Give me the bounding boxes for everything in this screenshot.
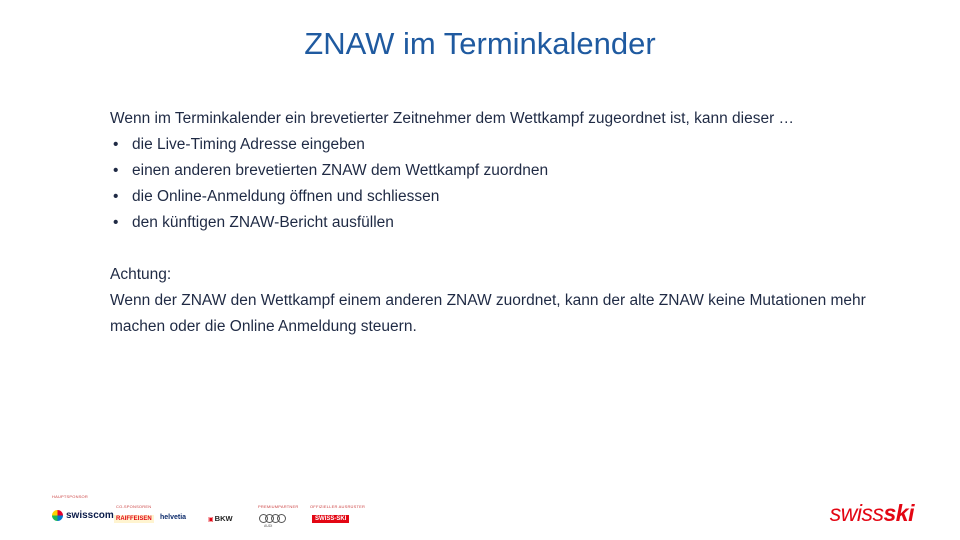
brand-bold-text: ski — [883, 500, 914, 526]
raiffeisen-logo: RAIFFEISEN — [116, 516, 152, 522]
swisscom-logo — [52, 510, 114, 521]
bullet-icon: • — [113, 162, 119, 179]
swiss-ski-logo — [830, 500, 914, 527]
list-item-text: die Online-Anmeldung öffnen und schliessen — [132, 188, 440, 205]
swisscom-mark-icon — [52, 510, 63, 521]
audi-logo-text: AUDI — [264, 524, 273, 528]
list-item — [110, 210, 870, 236]
list-item-text: einen anderen brevetierten ZNAW dem Wettkampf zuordnen — [132, 162, 549, 179]
sponsor-category-label: PREMIUMPARTNER — [258, 504, 299, 509]
note-text: Wenn der ZNAW den Wettkampf einem anderen ZNAW zuordnet, kann der alte ZNAW keine Mutationen mehr machen oder die Online Anmeldung steuern. — [110, 292, 866, 335]
brand-light-text: swiss — [829, 500, 884, 526]
list-item — [110, 158, 870, 184]
swiss-ski-small-logo: SWISS-SKI — [312, 515, 349, 523]
list-item — [110, 184, 870, 210]
helvetia-logo: helvetia — [160, 514, 187, 521]
note-heading: Achtung: — [110, 266, 172, 283]
bullet-icon: • — [113, 136, 119, 153]
swisscom-logo-text: swisscom — [66, 510, 114, 521]
list-item-text: die Live-Timing Adresse eingeben — [132, 136, 365, 153]
sponsor-bar — [48, 494, 368, 534]
bullet-icon: • — [113, 214, 119, 231]
bullet-list — [110, 132, 870, 236]
list-item — [110, 132, 870, 158]
sponsor-category-label: HAUPTSPONSOR — [52, 494, 88, 499]
list-item-text: den künftigen ZNAW-Bericht ausfüllen — [132, 214, 394, 231]
sponsor-category-label: CO-SPONSOREN — [116, 504, 152, 509]
bullet-icon: • — [113, 188, 119, 205]
slide-body — [110, 106, 870, 340]
bkw-logo: ▣ BKW — [208, 514, 233, 523]
sponsor-category-label: OFFIZIELLER AUSRÜSTER — [310, 504, 366, 509]
intro-text: Wenn im Terminkalender ein brevetierter Zeitnehmer dem Wettkampf zugeordnet ist, kann dieser … — [110, 110, 795, 127]
slide-title: ZNAW im Terminkalender — [304, 26, 656, 61]
audi-rings-icon — [262, 514, 286, 523]
